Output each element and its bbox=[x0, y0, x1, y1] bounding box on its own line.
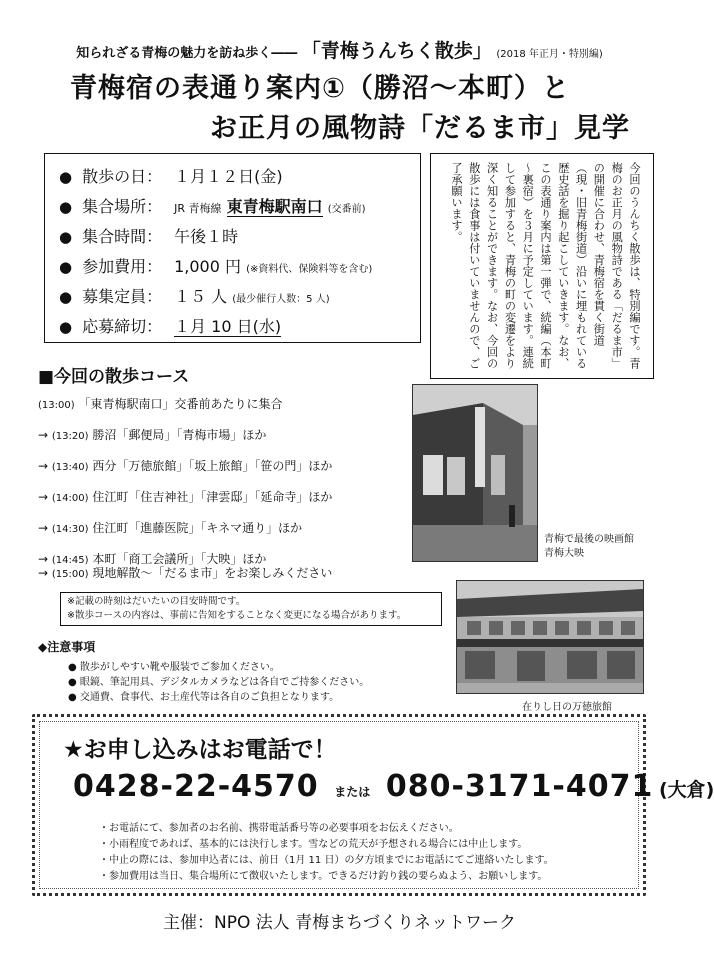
description-text: 今回のうんちく散歩は、特別編です。青梅のお正月の風物詩である「だるま市」の開催に合わせ、青梅宿を貫く街道（現・旧青梅街道）沿いに埋もれている歴史話を掘り起こしていきます。なお、この表通り案内は第一弾で、続編（本町～裏宿）を３月に予定しています。連続して参加すると、青梅の町の変遷をより深く知ることができます。なお、今回の散歩には食事は付いていませんので、ご了承願います。 bbox=[450, 162, 641, 369]
info-date: ● 散歩の日： １月１２日(金) bbox=[59, 167, 283, 186]
sponsor: 主催：NPO 法人 青梅まちづくりネットワーク bbox=[163, 913, 516, 933]
info-time: ● 集合時間： 午後１時 bbox=[59, 227, 239, 246]
caution-item: ● 眼鏡、筆記用具、デジタルカメラなどは各自でご持参ください。 bbox=[68, 677, 370, 688]
application-box bbox=[32, 714, 714, 896]
edition-label: (2018 年正月・特別編) bbox=[496, 49, 603, 60]
info-deadline: ● 応募締切： １月 10 日(水) bbox=[59, 317, 282, 336]
course-item: → (13:40) 西分「万徳旅館」「坂上旅館」「笹の門」ほか bbox=[38, 459, 333, 473]
ryokan-photo bbox=[456, 580, 644, 694]
info-place: ● 集合場所： JR 青梅線 東青梅駅南口 (交番前) bbox=[59, 197, 366, 216]
main-title-line1: 青梅宿の表通り案内①（勝沼～本町）と bbox=[70, 73, 570, 104]
bullet-icon: ● bbox=[59, 198, 73, 216]
course-item: → (13:20) 勝沼「郵便局」「青梅市場」ほか bbox=[38, 428, 267, 442]
ryokan-caption: 在りし日の万徳旅館 bbox=[522, 702, 612, 713]
bullet-icon: ● bbox=[59, 288, 73, 306]
phone-number-1[interactable]: 0428-22-4570 bbox=[73, 769, 319, 804]
phone-line bbox=[73, 769, 714, 804]
bullet-icon: ● bbox=[59, 228, 73, 246]
series-header bbox=[0, 36, 679, 63]
phone-number-2[interactable]: 080-3171-4071 bbox=[385, 769, 654, 804]
cinema-photo bbox=[412, 384, 538, 562]
event-info-box bbox=[44, 153, 421, 343]
info-fee: ● 参加費用： 1,000 円 (※資料代、保険料等を含む) bbox=[59, 257, 373, 276]
application-note: ・小雨程度であれば、基本的には決行します。雪などの荒天が予想される場合には中止します。 bbox=[99, 839, 528, 850]
phone-or: または bbox=[334, 785, 371, 799]
course-item: → (15:00) 現地解散～「だるま市」をお楽しみください bbox=[38, 566, 333, 580]
info-capacity: ● 募集定員： １５ 人 (最少催行人数：5 人) bbox=[59, 287, 330, 306]
bullet-icon: ● bbox=[59, 168, 73, 186]
description-box bbox=[430, 153, 654, 379]
cinema-caption-2: 青梅大映 bbox=[544, 548, 584, 559]
contact-name: (大倉) bbox=[658, 779, 714, 801]
main-title-line2: お正月の風物詩「だるま市」見学 bbox=[210, 113, 630, 144]
bullet-icon: ● bbox=[59, 318, 73, 336]
course-item: (13:00) 「東青梅駅南口」交番前あたりに集合 bbox=[38, 397, 283, 411]
ryokan-photo-image bbox=[457, 581, 643, 693]
course-item: → (14:45) 本町「商工会議所」「大映」ほか bbox=[38, 552, 267, 566]
application-title: ★お申し込みはお電話で！ bbox=[63, 737, 337, 763]
application-note: ・中止の際には、参加申込者には、前日（1月 11 日）の夕方頃までにお電話にてご連絡いたします。 bbox=[99, 855, 554, 866]
caution-title: ◆注意事項 bbox=[38, 640, 96, 654]
course-title: ■今回の散歩コース bbox=[38, 367, 190, 387]
course-item: → (14:30) 住江町「進藤医院」「キネマ通り」ほか bbox=[38, 521, 303, 535]
course-item: → (14:00) 住江町「住吉神社」「津雲邸」「延命寺」ほか bbox=[38, 490, 333, 504]
caution-item: ● 散歩がしやすい靴や服装でご参加ください。 bbox=[68, 662, 280, 673]
series-name: 「青梅うんちく散歩」 bbox=[301, 40, 492, 62]
header-lead: 知られざる青梅の魅力を訪ね歩く―― bbox=[76, 46, 298, 61]
application-note: ・参加費用は当日、集合場所にて徴収いたします。できるだけ釣り銭の要らぬよう、お願いします。 bbox=[99, 871, 548, 882]
cinema-caption-1: 青梅で最後の映画館 bbox=[544, 534, 634, 545]
cinema-photo-image bbox=[413, 385, 537, 561]
caution-item: ● 交通費、食事代、お土産代等は各自のご負担となります。 bbox=[68, 692, 340, 703]
bullet-icon: ● bbox=[59, 258, 73, 276]
application-note: ・お電話にて、参加者のお名前、携帯電話番号等の必要事項をお伝えください。 bbox=[99, 823, 459, 834]
course-notes: ※記載の時刻はだいたいの目安時間です。 ※散歩コースの内容は、事前に告知をすることなく変更になる場合があります。 bbox=[60, 592, 442, 626]
